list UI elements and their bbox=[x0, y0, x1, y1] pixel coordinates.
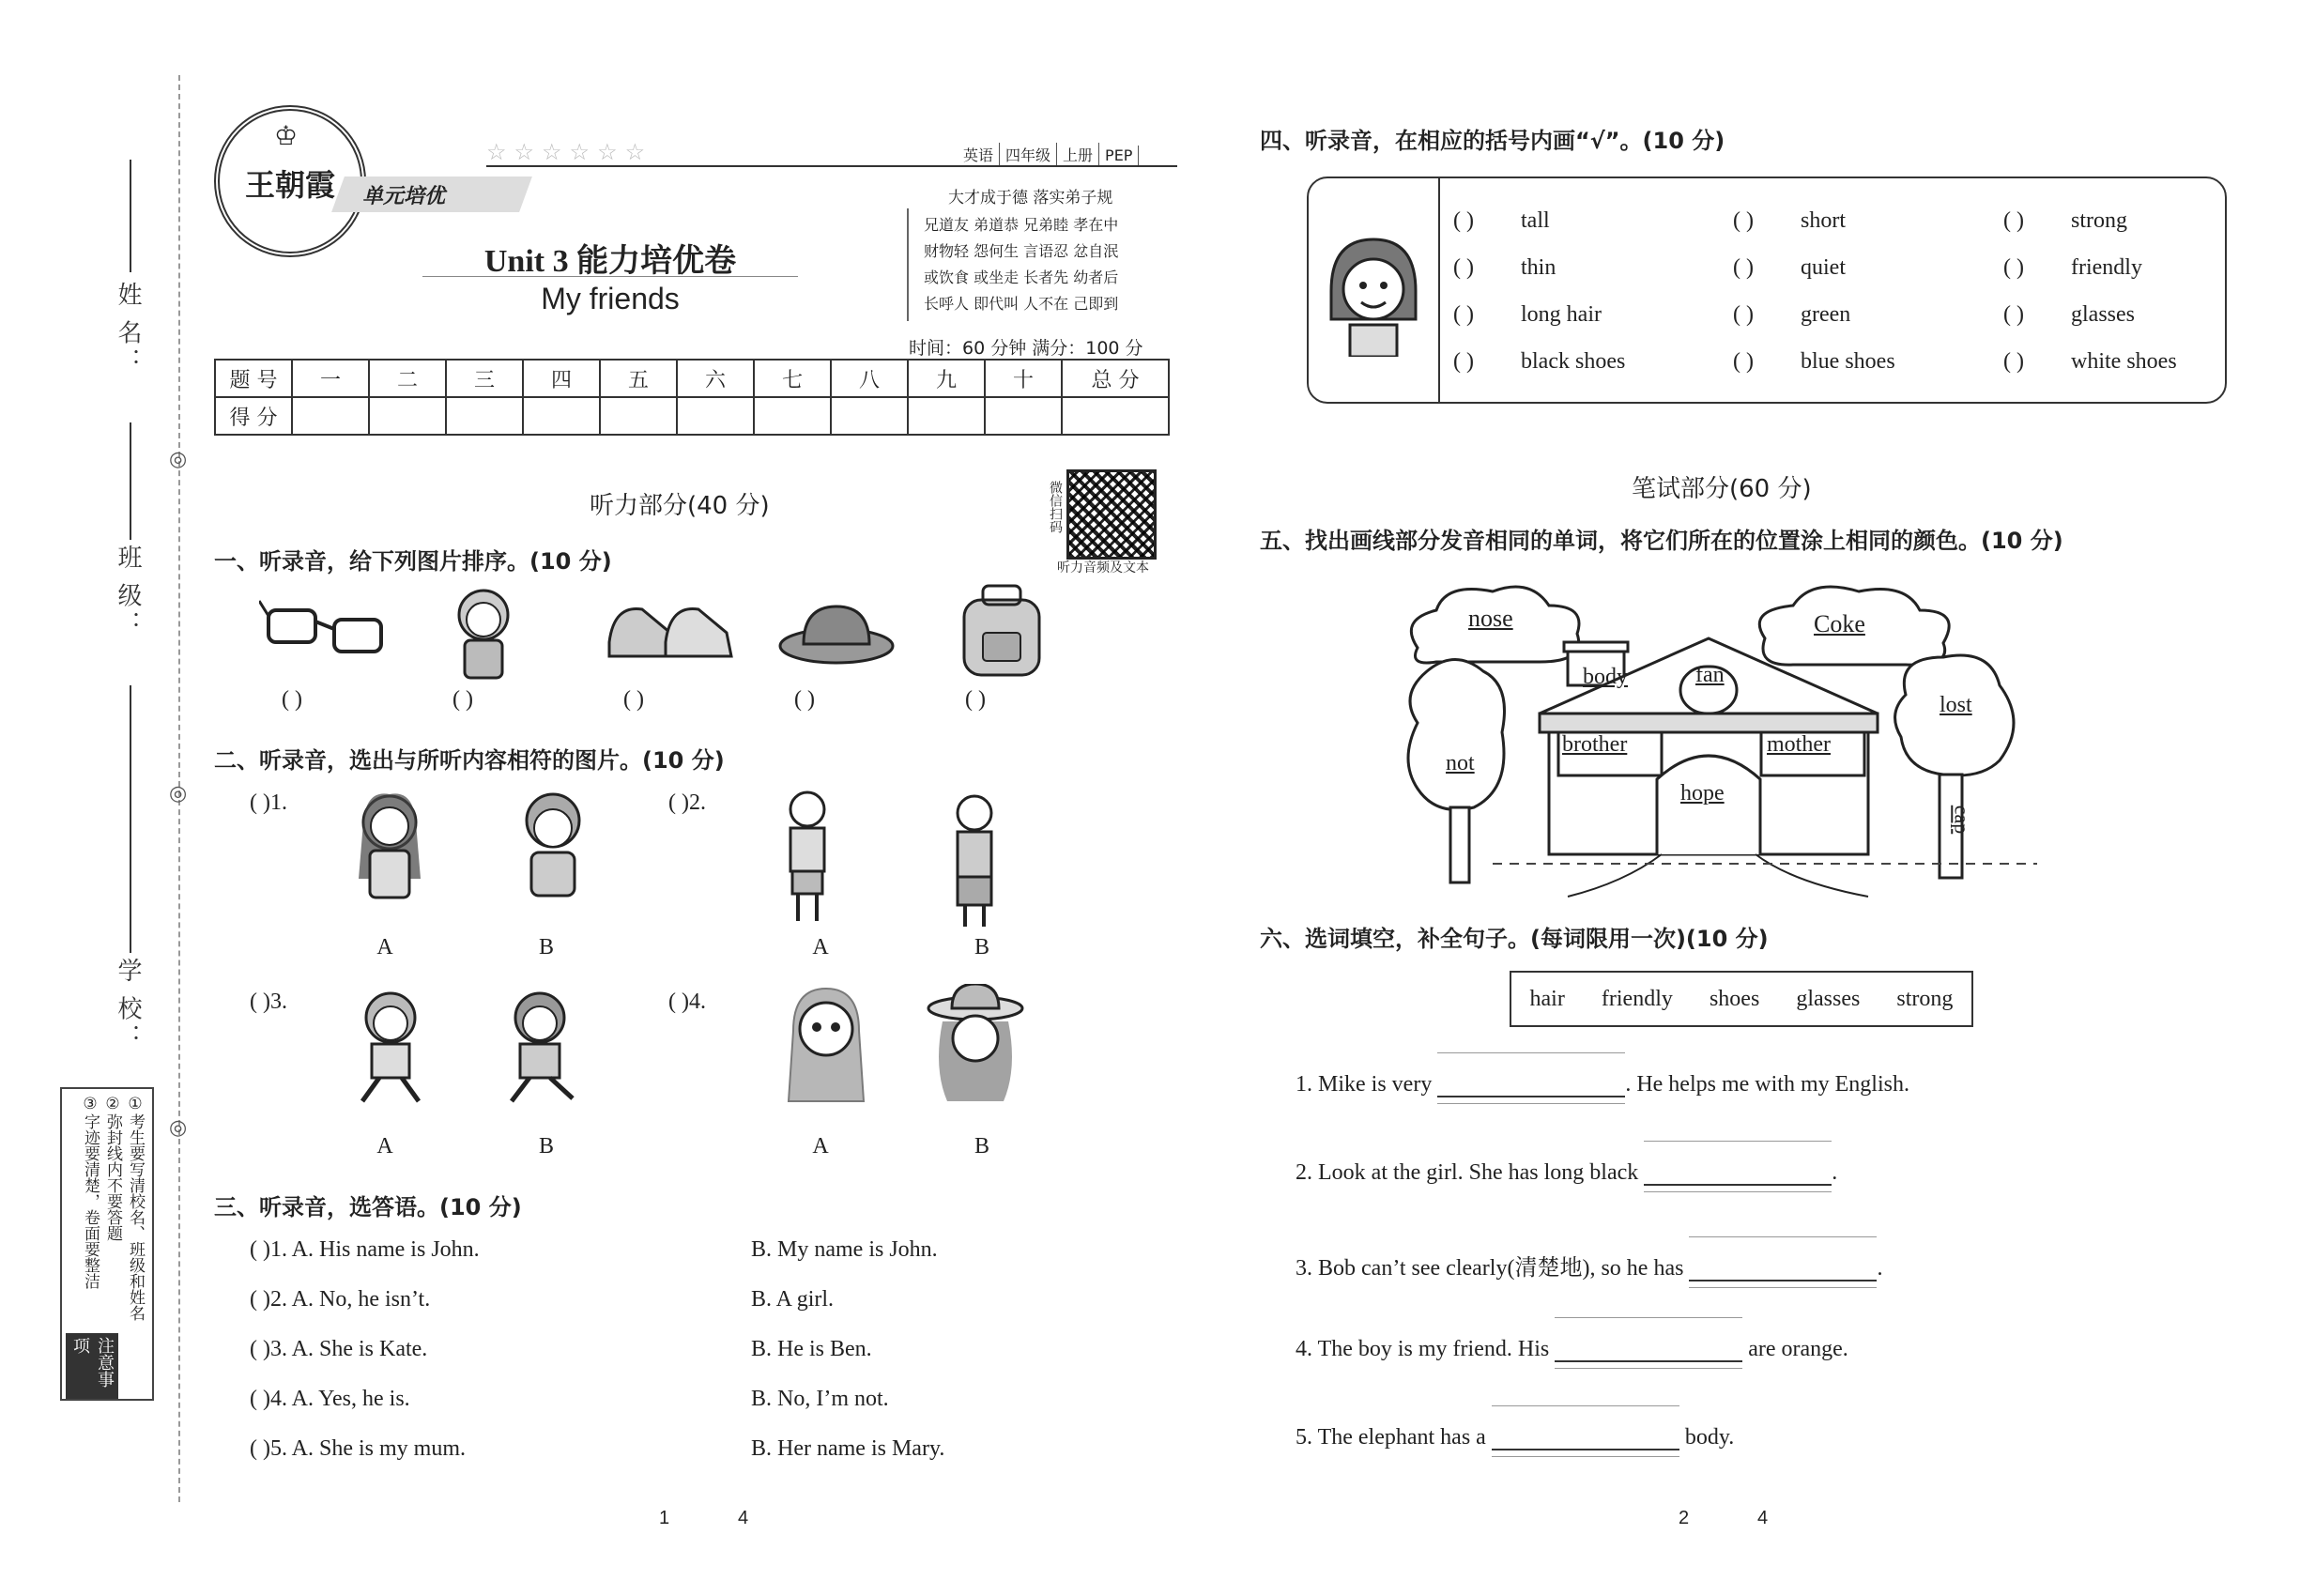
picture-choice-3[interactable]: ( )3. bbox=[250, 990, 287, 1014]
notice-box bbox=[60, 1087, 154, 1401]
check-paren[interactable]: ( ) bbox=[2003, 208, 2024, 233]
sentence-3-start: 3. Bob can’t see clearly(清楚地), so he has bbox=[1296, 1256, 1684, 1281]
poem-line: 长呼人 即代叫 人不在 己即到 bbox=[924, 295, 1119, 313]
check-word: tall bbox=[1521, 208, 1550, 233]
qr-caption: 听力音频及文本 bbox=[1057, 560, 1149, 575]
rating-stars: ☆☆☆☆☆☆ bbox=[486, 141, 653, 165]
check-word: long hair bbox=[1521, 302, 1602, 327]
panel-divider bbox=[1438, 178, 1440, 402]
writing-title: 笔试部分(60 分) bbox=[1632, 475, 1812, 503]
notice-item: ①考生要写清校名、班级和姓名 bbox=[126, 1095, 145, 1321]
word-cap[interactable]: cap bbox=[1950, 805, 1974, 835]
section-1-title: 一、听录音，给下列图片排序。(10 分) bbox=[214, 548, 612, 575]
word-mother[interactable]: mother bbox=[1767, 732, 1831, 757]
score-cell[interactable] bbox=[677, 397, 754, 435]
check-word: green bbox=[1801, 302, 1851, 327]
check-paren[interactable]: ( ) bbox=[1733, 255, 1754, 280]
tag: 英语 bbox=[958, 143, 1000, 166]
word-bank-item: hair bbox=[1529, 986, 1565, 1011]
page-total: 4 bbox=[1757, 1508, 1769, 1528]
score-header: 五 bbox=[600, 360, 677, 397]
score-cell[interactable] bbox=[1062, 397, 1169, 435]
answer-choice-3-b[interactable]: B. He is Ben. bbox=[751, 1337, 872, 1361]
order-answer[interactable]: ( ) bbox=[965, 687, 986, 712]
score-cell[interactable] bbox=[831, 397, 908, 435]
crown-icon: ♔ bbox=[274, 122, 299, 151]
word-bank-item: shoes bbox=[1709, 986, 1760, 1011]
answer-choice-1-a[interactable]: ( )1. A. His name is John. bbox=[250, 1237, 480, 1262]
option-a-label: A bbox=[812, 935, 829, 959]
score-header: 一 bbox=[292, 360, 369, 397]
walking-boy-picture bbox=[488, 984, 591, 1106]
name-blank bbox=[130, 160, 131, 272]
answer-choice-1-b[interactable]: B. My name is John. bbox=[751, 1237, 938, 1262]
poem-rule bbox=[907, 208, 909, 321]
check-paren[interactable]: ( ) bbox=[1733, 208, 1754, 233]
poem-line: 财物轻 怨何生 言语忍 忿自泯 bbox=[924, 242, 1119, 260]
name-label: 姓 名： bbox=[115, 282, 142, 376]
qr-code[interactable] bbox=[1066, 469, 1157, 560]
score-header: 总 分 bbox=[1062, 360, 1169, 397]
hat-picture bbox=[775, 597, 897, 672]
sentence-1-start: 1. Mike is very bbox=[1296, 1072, 1433, 1097]
sentence-4-start: 4. The boy is my friend. His bbox=[1296, 1337, 1550, 1361]
check-word: black shoes bbox=[1521, 349, 1626, 374]
option-b-label: B bbox=[974, 935, 989, 959]
sentence-2 bbox=[1296, 1160, 1837, 1186]
picture-choice-1[interactable]: ( )1. bbox=[250, 790, 287, 815]
logo-text: 王朝霞 bbox=[244, 167, 335, 203]
option-a-label: A bbox=[812, 1134, 829, 1159]
time-score: 时间：60 分钟 满分：100 分 bbox=[909, 338, 1143, 359]
sentence-2-start: 2. Look at the girl. She has long black bbox=[1296, 1160, 1639, 1185]
course-tags bbox=[958, 143, 1139, 166]
girl-with-hat-picture bbox=[924, 984, 1027, 1106]
check-word: glasses bbox=[2071, 302, 2135, 327]
class-blank bbox=[130, 422, 131, 540]
check-paren[interactable]: ( ) bbox=[1453, 302, 1474, 327]
score-cell[interactable] bbox=[908, 397, 985, 435]
score-cell[interactable] bbox=[754, 397, 831, 435]
check-word: short bbox=[1801, 208, 1846, 233]
sentence-5 bbox=[1296, 1425, 1734, 1450]
sentence-1 bbox=[1296, 1072, 1909, 1097]
section-2-title: 二、听录音，选出与所听内容相符的图片。(10 分) bbox=[214, 747, 725, 774]
boy-standing-picture bbox=[937, 790, 1012, 931]
sentence-5-start: 5. The elephant has a bbox=[1296, 1425, 1486, 1450]
word-bank-item: strong bbox=[1896, 986, 1954, 1011]
answer-choice-4-b[interactable]: B. No, I’m not. bbox=[751, 1387, 889, 1411]
check-paren[interactable]: ( ) bbox=[1453, 208, 1474, 233]
title-rule bbox=[422, 276, 798, 277]
page-number: 1 bbox=[659, 1508, 670, 1528]
page-title: Unit 3 能力培优卷 bbox=[483, 244, 737, 279]
word-fan[interactable]: fan bbox=[1695, 663, 1725, 687]
backpack-picture bbox=[950, 576, 1063, 680]
option-a-label: A bbox=[376, 935, 393, 959]
word-bank bbox=[1510, 971, 1973, 1027]
school-label: 学 校： bbox=[115, 958, 142, 1052]
notice-item: ②弥封线内不要答题 bbox=[103, 1095, 122, 1241]
order-answer[interactable]: ( ) bbox=[623, 687, 644, 712]
boy-scout-picture bbox=[770, 785, 845, 926]
check-paren[interactable]: ( ) bbox=[1733, 302, 1754, 327]
word-brother[interactable]: brother bbox=[1562, 732, 1628, 757]
picture-choice-4[interactable]: ( )4. bbox=[668, 990, 706, 1014]
shoes-picture bbox=[605, 586, 736, 670]
check-word: white shoes bbox=[2071, 349, 2177, 374]
sentence-3 bbox=[1296, 1249, 1882, 1281]
long-hair-girl-picture bbox=[779, 984, 873, 1106]
score-table bbox=[214, 359, 1170, 436]
answer-blank-3[interactable] bbox=[1689, 1257, 1877, 1281]
score-header: 二 bbox=[369, 360, 446, 397]
check-paren[interactable]: ( ) bbox=[1733, 349, 1754, 374]
score-cell[interactable] bbox=[446, 397, 523, 435]
check-word: quiet bbox=[1801, 255, 1846, 280]
tag: 上册 bbox=[1057, 143, 1099, 166]
score-header: 七 bbox=[754, 360, 831, 397]
score-header: 八 bbox=[831, 360, 908, 397]
word-not[interactable]: not bbox=[1446, 751, 1475, 775]
qr-side-text: 微信扫码 bbox=[1048, 481, 1063, 533]
page-subtitle: My friends bbox=[541, 282, 680, 315]
answer-choice-5-b[interactable]: B. Her name is Mary. bbox=[751, 1436, 945, 1461]
score-header: 六 bbox=[677, 360, 754, 397]
short-hair-girl-picture bbox=[511, 785, 595, 907]
sentence-5-end: body. bbox=[1684, 1425, 1735, 1450]
sentence-2-end: . bbox=[1832, 1160, 1838, 1185]
score-cell[interactable] bbox=[523, 397, 600, 435]
option-b-label: B bbox=[974, 1134, 989, 1159]
answer-choice-2-a[interactable]: ( )2. A. No, he isn’t. bbox=[250, 1287, 431, 1312]
score-row-label: 得 分 bbox=[215, 397, 292, 435]
motto: 大才成于德 落实弟子规 bbox=[948, 189, 1113, 207]
word-coke[interactable]: Coke bbox=[1814, 610, 1865, 637]
answer-blank-5[interactable] bbox=[1492, 1426, 1679, 1450]
sentence-4-end: are orange. bbox=[1748, 1337, 1848, 1361]
seal-mark-2: ◎ bbox=[169, 781, 188, 805]
score-cell[interactable] bbox=[369, 397, 446, 435]
score-header: 九 bbox=[908, 360, 985, 397]
page-number: 2 bbox=[1679, 1508, 1690, 1528]
header-rule bbox=[486, 165, 1177, 167]
score-header: 题 号 bbox=[215, 360, 292, 397]
check-paren[interactable]: ( ) bbox=[2003, 302, 2024, 327]
answer-choice-2-b[interactable]: B. A girl. bbox=[751, 1287, 835, 1312]
order-answer[interactable]: ( ) bbox=[452, 687, 473, 712]
option-b-label: B bbox=[538, 935, 554, 959]
check-word: strong bbox=[2071, 208, 2127, 233]
score-header: 三 bbox=[446, 360, 523, 397]
notice-item: ③字迹要清楚，卷面要整洁 bbox=[81, 1095, 100, 1289]
poem-line: 或饮食 或坐走 长者先 幼者后 bbox=[924, 269, 1119, 286]
seal-mark-1: ◎ bbox=[169, 447, 188, 470]
poem-line: 兄道友 弟道恭 兄弟睦 孝在中 bbox=[924, 216, 1119, 234]
answer-choice-5-a[interactable]: ( )5. A. She is my mum. bbox=[250, 1436, 467, 1461]
word-bank-item: friendly bbox=[1601, 986, 1673, 1011]
word-body[interactable]: body bbox=[1583, 665, 1628, 689]
check-word: blue shoes bbox=[1801, 349, 1895, 374]
sentence-1-end: . He helps me with my English. bbox=[1625, 1072, 1909, 1097]
notice-title: 注意事项 bbox=[66, 1333, 118, 1399]
school-blank bbox=[130, 685, 131, 953]
check-paren[interactable]: ( ) bbox=[1453, 349, 1474, 374]
answer-blank-4[interactable] bbox=[1555, 1338, 1742, 1362]
section-3-title: 三、听录音，选答语。(10 分) bbox=[214, 1194, 522, 1220]
answer-choice-3-a[interactable]: ( )3. A. She is Kate. bbox=[250, 1337, 428, 1361]
score-cell[interactable] bbox=[985, 397, 1062, 435]
score-cell[interactable] bbox=[600, 397, 677, 435]
answer-blank-2[interactable] bbox=[1644, 1161, 1832, 1186]
check-paren[interactable]: ( ) bbox=[2003, 349, 2024, 374]
running-boy-picture bbox=[344, 984, 437, 1106]
answer-choice-4-a[interactable]: ( )4. A. Yes, he is. bbox=[250, 1387, 410, 1411]
sentence-4 bbox=[1296, 1337, 1848, 1362]
section-6-title: 六、选词填空，补全句子。(每词限用一次)(10 分) bbox=[1260, 926, 1769, 952]
order-answer[interactable]: ( ) bbox=[794, 687, 815, 712]
seal-mark-3: ◎ bbox=[169, 1115, 188, 1139]
answer-blank-1[interactable] bbox=[1437, 1073, 1625, 1097]
word-nose[interactable]: nose bbox=[1468, 605, 1513, 632]
picture-choice-2[interactable]: ( )2. bbox=[668, 790, 706, 815]
page-total: 4 bbox=[738, 1508, 749, 1528]
girl-with-bow-picture bbox=[347, 785, 432, 907]
check-word: thin bbox=[1521, 255, 1556, 280]
glasses-picture bbox=[259, 591, 391, 667]
score-cell[interactable] bbox=[292, 397, 369, 435]
poem bbox=[924, 212, 1118, 317]
brand-tag: 单元培优 bbox=[362, 185, 446, 208]
girl-picture bbox=[441, 582, 526, 685]
sentence-3-end: . bbox=[1877, 1256, 1883, 1281]
order-answer[interactable]: ( ) bbox=[282, 687, 302, 712]
check-paren[interactable]: ( ) bbox=[2003, 255, 2024, 280]
score-header: 四 bbox=[523, 360, 600, 397]
listening-title: 听力部分(40 分) bbox=[590, 492, 770, 520]
section-5-title: 五、找出画线部分发音相同的单词，将它们所在的位置涂上相同的颜色。(10 分) bbox=[1260, 528, 2063, 554]
word-lost[interactable]: lost bbox=[1940, 693, 1972, 717]
check-word: friendly bbox=[2071, 255, 2142, 280]
check-paren[interactable]: ( ) bbox=[1453, 255, 1474, 280]
section-4-title: 四、听录音，在相应的括号内画“√”。(10 分) bbox=[1260, 128, 1725, 154]
word-bank-item: glasses bbox=[1796, 986, 1861, 1011]
girl-portrait-picture bbox=[1322, 235, 1425, 357]
word-hope[interactable]: hope bbox=[1680, 781, 1725, 806]
tag: 四年级 bbox=[1000, 143, 1057, 166]
class-label: 班 级： bbox=[115, 545, 142, 639]
tag: PEP bbox=[1099, 146, 1139, 165]
score-header: 十 bbox=[985, 360, 1062, 397]
option-a-label: A bbox=[376, 1134, 393, 1159]
option-b-label: B bbox=[538, 1134, 554, 1159]
